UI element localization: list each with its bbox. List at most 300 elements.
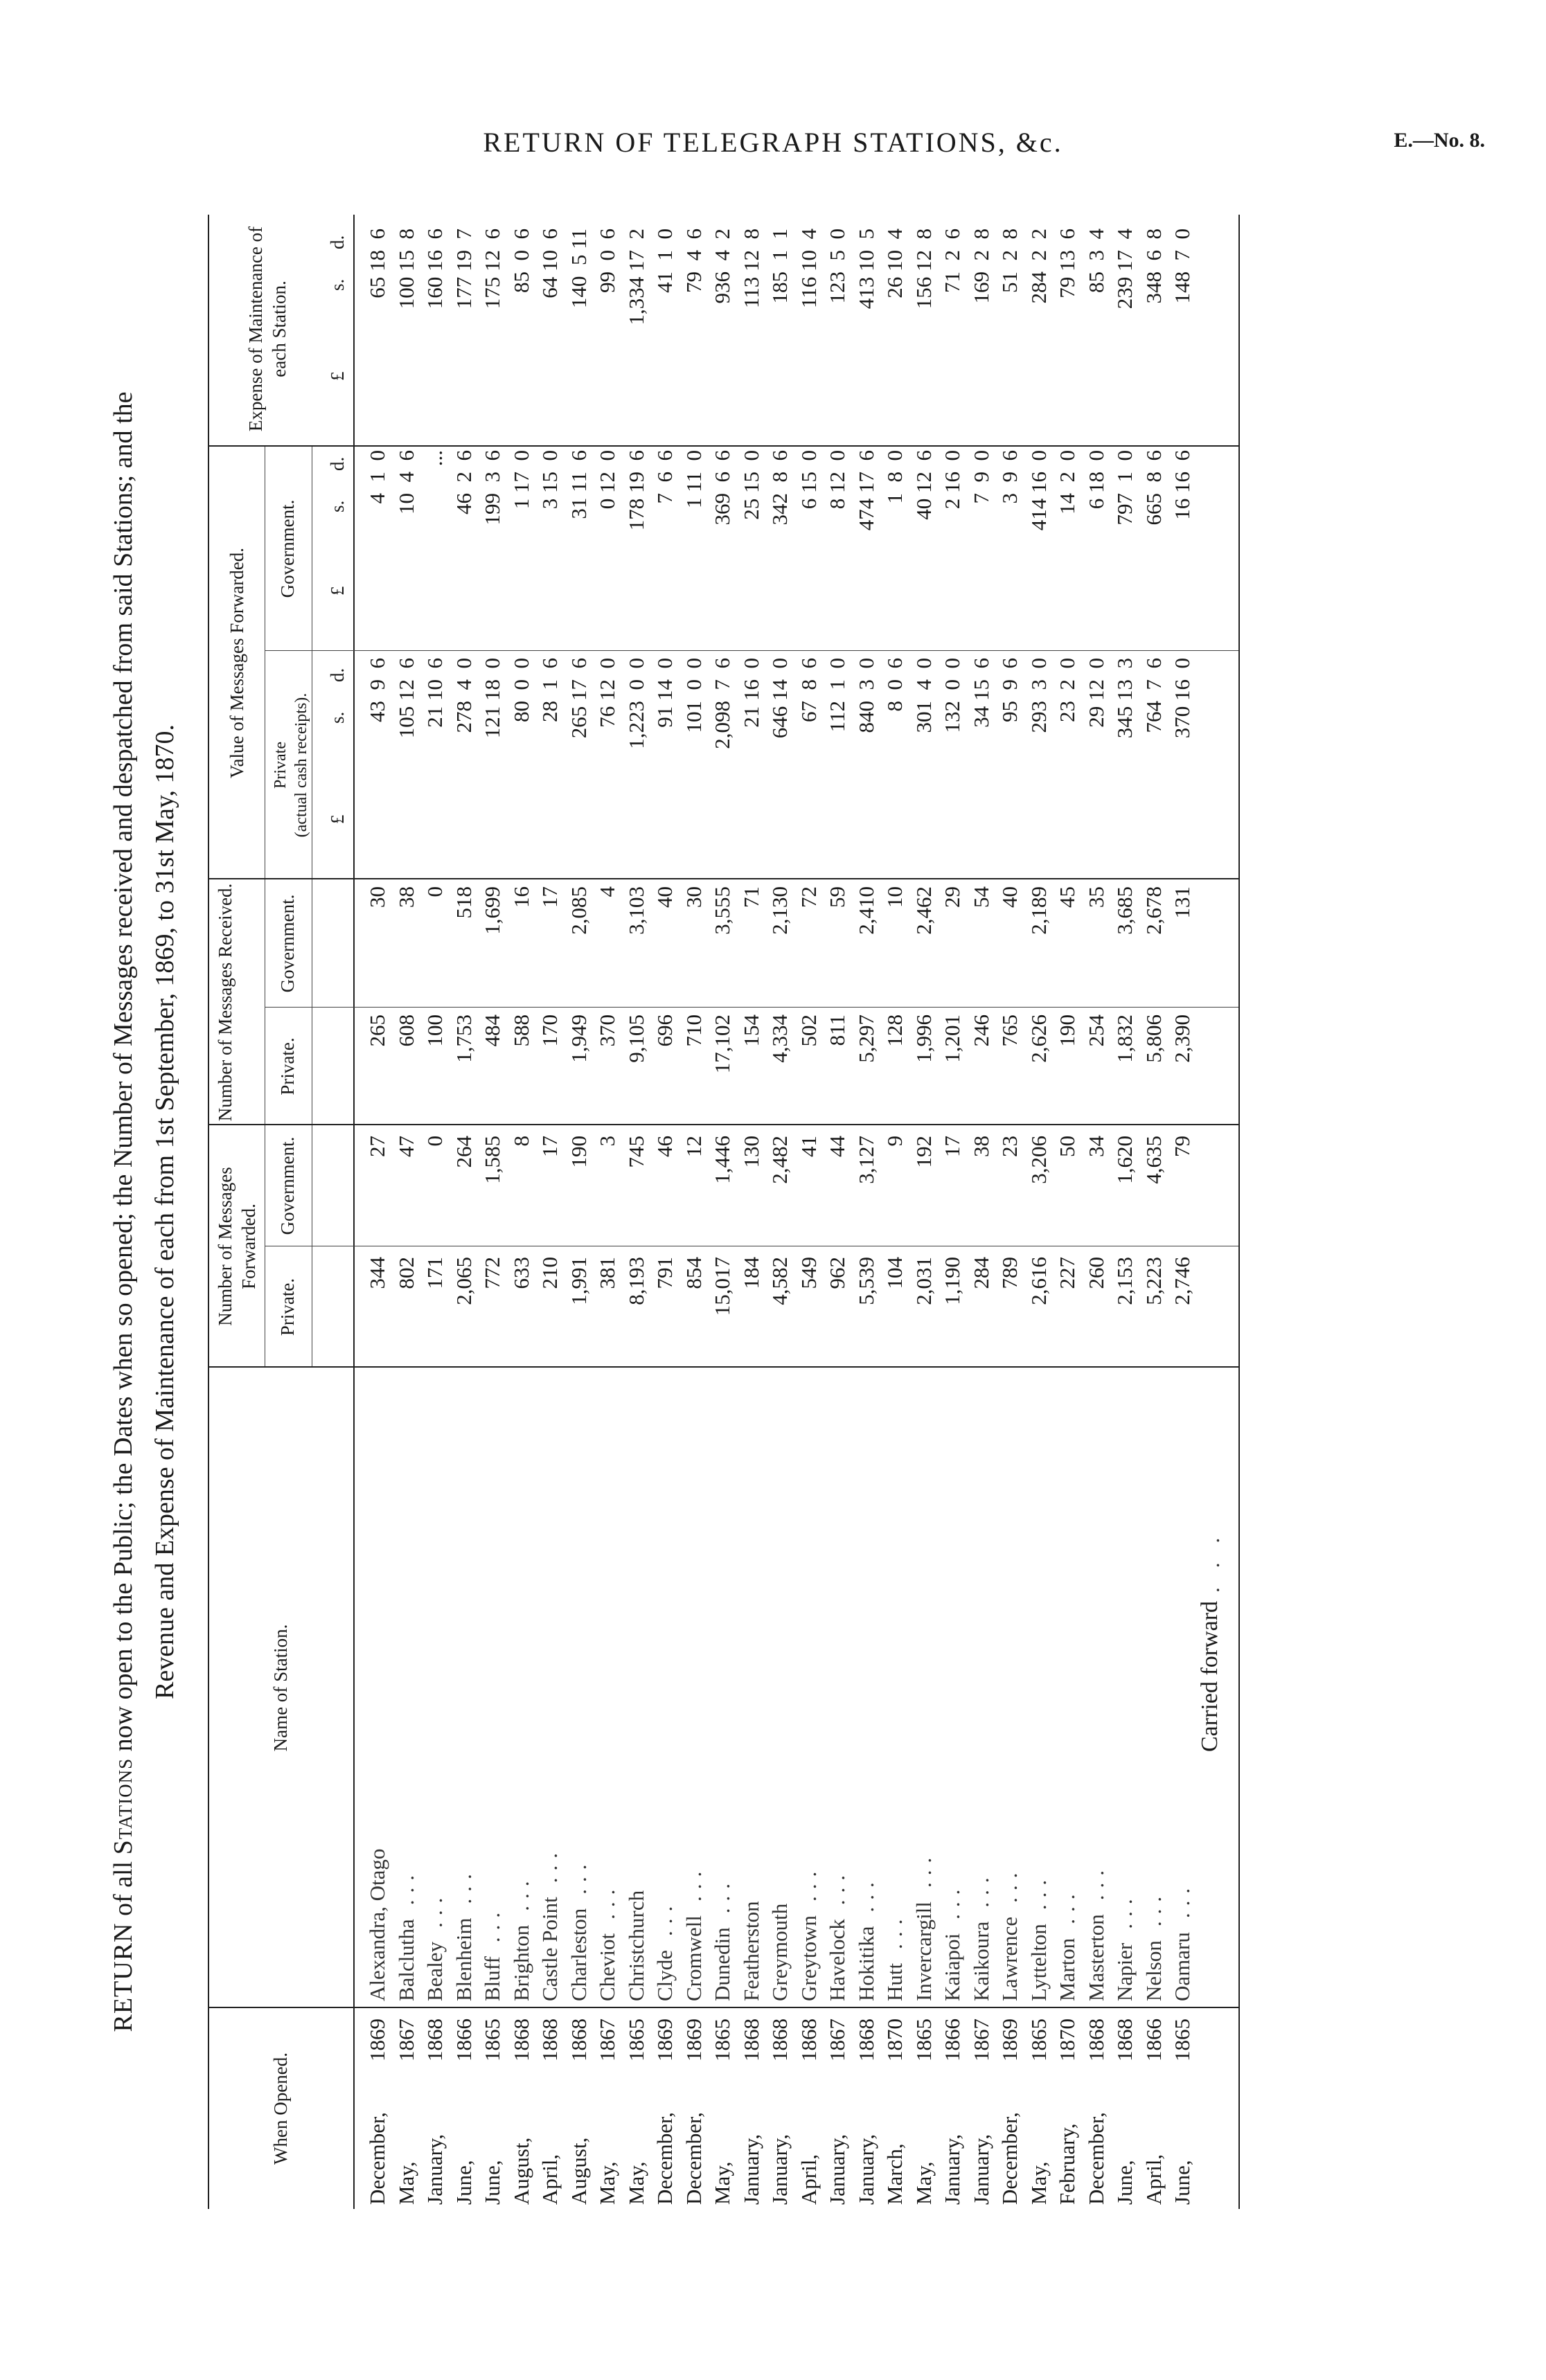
row-value-government: 6 18 0 <box>1083 450 1108 510</box>
row-year: 1865 <box>911 2019 936 2061</box>
table-row <box>909 215 938 2209</box>
table-row <box>1082 215 1110 2209</box>
row-month: December, <box>681 2112 706 2205</box>
row-value-private: 840 3 0 <box>853 658 878 733</box>
station-name-text: Lawrence <box>997 1916 1022 2001</box>
row-fwd-private: 4,582 <box>767 1257 792 1305</box>
row-year: 1869 <box>997 2019 1022 2061</box>
caption-lead: RETURN <box>109 1922 138 2032</box>
table-row <box>507 215 535 2209</box>
row-expense: 348 6 8 <box>1141 229 1166 304</box>
table-row <box>450 215 478 2209</box>
station-name-text: Greytown <box>796 1915 821 2001</box>
row-year: 1869 <box>652 2019 677 2061</box>
row-value-private: 29 12 0 <box>1083 658 1108 728</box>
row-month: August, <box>566 2137 591 2205</box>
station-name-text: Masterton <box>1083 1914 1108 2001</box>
row-fwd-government: 2,482 <box>767 1136 792 1184</box>
row-rcv-government: 40 <box>652 886 677 908</box>
table-bottom-rule <box>1238 215 1240 2209</box>
row-station-name <box>392 1613 420 2001</box>
row-value-private: 91 14 0 <box>652 658 677 728</box>
row-month: December, <box>997 2112 1022 2205</box>
table-row <box>420 215 449 2209</box>
row-value-private: 8 0 6 <box>882 658 907 712</box>
station-name-text: Brighton <box>508 1924 533 2001</box>
row-station-name <box>535 1613 564 2001</box>
row-value-private: 43 9 6 <box>365 658 389 722</box>
row-month: January, <box>968 2133 993 2205</box>
row-fwd-private: 8,193 <box>623 1257 648 1305</box>
row-value-private: 101 0 0 <box>681 658 706 733</box>
row-value-government: 797 1 0 <box>1112 450 1137 526</box>
row-rcv-government: 1,699 <box>480 886 504 935</box>
table-row <box>478 215 506 2209</box>
row-expense: 160 16 6 <box>423 229 447 310</box>
row-year: 1868 <box>767 2019 792 2061</box>
row-fwd-private: 260 <box>1083 1257 1108 1289</box>
row-station-name <box>1139 1613 1168 2001</box>
header-expense-group: Expense of Maintenance of each Station. <box>245 226 290 432</box>
row-rcv-government: 3,555 <box>710 886 734 935</box>
row-value-government: 46 2 6 <box>451 450 476 515</box>
row-rcv-private: 1,201 <box>940 1014 964 1063</box>
row-rcv-private: 5,806 <box>1141 1014 1166 1063</box>
leader-dots: ... <box>1083 1863 1108 1901</box>
row-value-government: 16 16 6 <box>1170 450 1194 520</box>
row-fwd-private: 1,991 <box>566 1257 591 1305</box>
row-rcv-government: 45 <box>1055 886 1079 908</box>
station-name-text: Greymouth <box>767 1903 792 2001</box>
leader-dots: ... <box>393 1868 418 1906</box>
row-fwd-government: 38 <box>968 1136 993 1157</box>
row-rcv-private: 4,334 <box>767 1014 792 1063</box>
row-year: 1868 <box>537 2019 562 2061</box>
row-value-government: 474 17 6 <box>853 450 878 531</box>
row-year: 1867 <box>393 2019 418 2061</box>
row-month: June, <box>1170 2160 1194 2205</box>
row-rcv-private: 17,102 <box>710 1014 734 1074</box>
row-rcv-private: 370 <box>595 1014 619 1047</box>
row-station-name <box>507 1613 535 2001</box>
header-value-group: Value of Messages Forwarded. <box>226 548 247 778</box>
header-fwd-private: Private. <box>277 1278 298 1336</box>
row-month: December, <box>1083 2112 1108 2205</box>
row-rcv-private: 9,105 <box>623 1014 648 1063</box>
table-row <box>880 215 909 2209</box>
station-name-text: Alexandra, Otago <box>365 1848 389 2001</box>
row-fwd-private: 284 <box>968 1257 993 1289</box>
row-year: 1869 <box>365 2019 389 2061</box>
row-fwd-private: 2,153 <box>1112 1257 1137 1305</box>
header-value-private-line1: Private <box>272 742 290 789</box>
row-rcv-government: 131 <box>1170 886 1194 919</box>
row-rcv-private: 254 <box>1083 1014 1108 1047</box>
header-when-opened: When Opened. <box>270 2052 291 2165</box>
table-row <box>737 215 765 2209</box>
row-fwd-government: 12 <box>681 1136 706 1157</box>
station-name-text: Hutt <box>882 1962 907 2001</box>
row-rcv-private: 154 <box>738 1014 763 1047</box>
row-year: 1865 <box>480 2019 504 2061</box>
row-fwd-government: 17 <box>940 1136 964 1157</box>
station-name-text: Clyde <box>652 1949 677 2001</box>
row-fwd-government: 23 <box>997 1136 1022 1157</box>
leader-dots: ... <box>423 1890 447 1928</box>
row-rcv-private: 1,996 <box>911 1014 936 1063</box>
row-expense: 169 2 8 <box>968 229 993 304</box>
row-fwd-government: 27 <box>365 1136 389 1157</box>
table-row <box>1053 215 1081 2209</box>
row-month: January, <box>423 2133 447 2205</box>
row-rcv-private: 1,832 <box>1112 1014 1137 1063</box>
station-name-text: Blenheim <box>451 1917 476 2001</box>
row-rcv-government: 54 <box>968 886 993 908</box>
row-year: 1866 <box>451 2019 476 2061</box>
row-rcv-government: 4 <box>595 886 619 897</box>
station-name-text: Castle Point <box>537 1897 562 2001</box>
row-expense: 79 4 6 <box>681 229 706 293</box>
header-value-government: Government. <box>277 499 298 598</box>
row-fwd-private: 184 <box>738 1257 763 1289</box>
row-fwd-private: 2,031 <box>911 1257 936 1305</box>
row-month: March, <box>882 2143 907 2205</box>
row-value-government: 665 8 6 <box>1141 450 1166 526</box>
row-value-government: 199 3 6 <box>480 450 504 526</box>
table-row <box>622 215 650 2209</box>
row-fwd-private: 789 <box>997 1257 1022 1289</box>
row-rcv-government: 0 <box>423 886 447 897</box>
table-row <box>1168 215 1196 2209</box>
station-name-text: Bealey <box>423 1941 447 2001</box>
row-value-government: 2 16 0 <box>940 450 964 510</box>
row-expense: 41 1 0 <box>652 229 677 293</box>
row-value-government: 14 2 0 <box>1055 450 1079 515</box>
row-expense: 116 10 4 <box>796 229 821 309</box>
unit-shillings-vg: s. <box>327 500 348 512</box>
row-fwd-government: 3,127 <box>853 1136 878 1184</box>
row-value-government: 3 15 0 <box>537 450 562 510</box>
row-month: May, <box>623 2161 648 2205</box>
row-station-name <box>420 1613 449 2001</box>
row-station-name <box>1024 1613 1053 2001</box>
row-rcv-private: 5,297 <box>853 1014 878 1063</box>
row-rcv-private: 811 <box>825 1014 849 1046</box>
row-value-private: 293 3 0 <box>1026 658 1051 733</box>
row-station-name <box>679 1613 708 2001</box>
table-row <box>392 215 420 2209</box>
row-fwd-private: 381 <box>595 1257 619 1289</box>
row-rcv-government: 38 <box>393 886 418 908</box>
row-year: 1868 <box>1083 2019 1108 2061</box>
unit-pounds-vg: £ <box>327 586 348 596</box>
row-rcv-private: 100 <box>423 1014 447 1047</box>
row-year: 1867 <box>595 2019 619 2061</box>
row-expense: 413 10 5 <box>853 229 878 310</box>
row-expense: 156 12 8 <box>911 229 936 310</box>
row-value-private: 28 1 6 <box>537 658 562 722</box>
row-fwd-private: 772 <box>480 1257 504 1289</box>
row-expense: 239 17 4 <box>1112 229 1137 310</box>
row-value-private: 265 17 6 <box>566 658 591 739</box>
row-value-private: 67 8 6 <box>796 658 821 722</box>
station-name-text: Invercargill <box>911 1901 936 2001</box>
table-row <box>852 215 880 2209</box>
row-rcv-government: 3,685 <box>1112 886 1137 935</box>
row-station-name <box>708 1613 736 2001</box>
station-name-text: Charleston <box>566 1908 591 2001</box>
row-value-government: 10 4 6 <box>393 450 418 515</box>
leader-dots: ... <box>882 1912 907 1949</box>
row-fwd-private: 802 <box>393 1257 418 1289</box>
row-expense: 51 2 8 <box>997 229 1022 293</box>
row-station-name <box>765 1613 794 2001</box>
row-value-private: 345 13 3 <box>1112 658 1137 739</box>
row-expense: 936 4 2 <box>710 229 734 304</box>
leader-dots: ... <box>853 1875 878 1913</box>
row-expense: 185 1 1 <box>767 229 792 304</box>
table-row <box>650 215 679 2209</box>
station-name-text: Bluff <box>480 1956 504 2001</box>
row-value-private: 121 18 0 <box>480 658 504 739</box>
caption-text-a: of all <box>109 1854 138 1923</box>
row-month: May, <box>595 2161 619 2205</box>
row-value-private: 112 1 0 <box>825 658 849 733</box>
row-fwd-government: 264 <box>451 1136 476 1168</box>
row-month: May, <box>393 2161 418 2205</box>
table-row <box>708 215 736 2209</box>
row-year: 1870 <box>1055 2019 1079 2061</box>
leader-dots: ... <box>796 1864 821 1902</box>
row-month: January, <box>738 2133 763 2205</box>
header-name-of-station: Name of Station. <box>270 1624 291 1752</box>
row-fwd-private: 15,017 <box>710 1257 734 1316</box>
row-rcv-private: 502 <box>796 1014 821 1047</box>
row-fwd-private: 5,539 <box>853 1257 878 1305</box>
row-fwd-government: 17 <box>537 1136 562 1157</box>
row-year: 1866 <box>940 2019 964 2061</box>
row-value-private: 1,223 0 0 <box>623 658 648 749</box>
row-value-private: 764 7 6 <box>1141 658 1166 733</box>
row-year: 1865 <box>710 2019 734 2061</box>
leader-dots: ... <box>940 1882 964 1920</box>
leader-dots: ... <box>997 1865 1022 1903</box>
row-value-private: 278 4 0 <box>451 658 476 733</box>
station-name-text: Lyttelton <box>1026 1924 1051 2001</box>
station-name-text: Cheviot <box>595 1933 619 2001</box>
row-value-government: 7 9 0 <box>968 450 993 504</box>
row-value-government: 178 19 6 <box>623 450 648 531</box>
row-fwd-private: 962 <box>825 1257 849 1289</box>
row-rcv-government: 35 <box>1083 886 1108 908</box>
row-fwd-private: 171 <box>423 1257 447 1289</box>
row-value-government: 3 9 6 <box>997 450 1022 504</box>
header-rcv-private: Private. <box>277 1037 298 1095</box>
leader-dots: ... <box>652 1899 677 1936</box>
row-fwd-private: 549 <box>796 1257 821 1289</box>
row-rcv-government: 30 <box>681 886 706 908</box>
station-name-text: Napier <box>1112 1942 1137 2001</box>
row-value-government: 8 12 0 <box>825 450 849 510</box>
leader-dots: ... <box>911 1850 936 1888</box>
row-rcv-private: 246 <box>968 1014 993 1047</box>
row-fwd-government: 46 <box>652 1136 677 1157</box>
row-value-government: 7 6 6 <box>652 450 677 504</box>
row-value-private: 76 12 0 <box>595 658 619 728</box>
leader-dots: ... <box>537 1846 562 1884</box>
row-fwd-private: 227 <box>1055 1257 1079 1289</box>
row-year: 1868 <box>853 2019 878 2061</box>
row-value-private: 95 9 6 <box>997 658 1022 722</box>
row-month: August, <box>508 2137 533 2205</box>
row-year: 1865 <box>1170 2019 1194 2061</box>
caption-line-1 <box>108 215 139 2209</box>
row-rcv-private: 190 <box>1055 1014 1079 1047</box>
row-station-name <box>938 1613 966 2001</box>
leader-dots: ... <box>1026 1872 1051 1911</box>
header-received-group: Number of Messages Received. <box>215 883 236 1122</box>
row-expense: 85 0 6 <box>508 229 533 293</box>
row-fwd-private: 210 <box>537 1257 562 1289</box>
header-value-private <box>270 651 312 879</box>
row-month: January, <box>825 2133 849 2205</box>
row-month: April, <box>537 2154 562 2205</box>
row-expense: 177 19 7 <box>451 229 476 310</box>
leader-dots: ... <box>968 1870 993 1908</box>
row-fwd-government: 50 <box>1055 1136 1079 1157</box>
row-month: June, <box>1112 2160 1137 2205</box>
row-rcv-private: 588 <box>508 1014 533 1047</box>
header-rcv-government: Government. <box>277 894 298 993</box>
table-row <box>535 215 564 2209</box>
station-name-text: Nelson <box>1141 1940 1166 2001</box>
row-value-government: 4 1 0 <box>365 450 389 504</box>
row-rcv-government: 72 <box>796 886 821 908</box>
row-month: June, <box>451 2160 476 2205</box>
row-value-private: 23 2 0 <box>1055 658 1079 722</box>
row-station-name <box>995 1613 1024 2001</box>
row-rcv-private: 2,626 <box>1026 1014 1051 1063</box>
row-year: 1869 <box>681 2019 706 2061</box>
row-value-government: 342 8 6 <box>767 450 792 526</box>
row-value-private: 301 4 0 <box>911 658 936 733</box>
row-expense: 113 12 8 <box>738 229 763 309</box>
row-month: May, <box>1026 2161 1051 2205</box>
station-name-text: Oamaru <box>1170 1932 1194 2001</box>
leader-dots: ... <box>681 1864 706 1902</box>
row-value-government: 1 11 0 <box>681 450 706 509</box>
row-value-government: ... <box>423 450 447 467</box>
row-rcv-private: 170 <box>537 1014 562 1047</box>
row-fwd-government: 1,585 <box>480 1136 504 1184</box>
row-station-name <box>650 1613 679 2001</box>
row-rcv-private: 608 <box>393 1014 418 1047</box>
unit-pence-ex: d. <box>327 235 348 249</box>
leader-dots: ... <box>825 1868 849 1906</box>
unit-pence-vp: d. <box>327 668 348 682</box>
page-title: RETURN OF TELEGRAPH STATIONS, &c. <box>483 127 1063 158</box>
row-fwd-private: 2,746 <box>1170 1257 1194 1305</box>
row-station-name <box>794 1613 823 2001</box>
leader-dots: ... <box>710 1876 734 1914</box>
row-rcv-government: 2,085 <box>566 886 591 935</box>
row-expense: 64 10 6 <box>537 229 562 298</box>
row-station-name <box>1082 1613 1110 2001</box>
row-expense: 85 3 4 <box>1083 229 1108 293</box>
row-rcv-government: 518 <box>451 886 476 919</box>
row-fwd-government: 1,620 <box>1112 1136 1137 1184</box>
row-fwd-government: 3,206 <box>1026 1136 1051 1184</box>
carried-forward-label: Carried forward <box>1197 1600 1223 1752</box>
row-expense: 175 12 6 <box>480 229 504 310</box>
row-month: June, <box>480 2160 504 2205</box>
station-name-text: Cromwell <box>681 1915 706 2001</box>
table-row <box>823 215 851 2209</box>
table-row <box>765 215 794 2209</box>
caption-stations-word: Stations <box>109 1757 138 1855</box>
row-rcv-government: 16 <box>508 886 533 908</box>
row-rcv-government: 71 <box>738 886 763 908</box>
row-value-private: 646 14 0 <box>767 658 792 739</box>
table-row <box>1024 215 1053 2209</box>
row-year: 1870 <box>882 2019 907 2061</box>
table-row <box>794 215 823 2209</box>
row-value-private: 2,098 7 6 <box>710 658 734 749</box>
row-rcv-government: 2,410 <box>853 886 878 935</box>
row-value-government: 31 11 6 <box>566 450 591 519</box>
row-value-private: 34 15 6 <box>968 658 993 728</box>
return-table-rotated <box>83 215 1261 2209</box>
row-month: January, <box>940 2133 964 2205</box>
header-fwd-government: Government. <box>277 1136 298 1235</box>
row-expense: 65 18 6 <box>365 229 389 298</box>
row-fwd-private: 5,223 <box>1141 1257 1166 1305</box>
row-value-private: 370 16 0 <box>1170 658 1194 739</box>
unit-pounds-vp: £ <box>327 814 348 824</box>
station-name-text: Christchurch <box>623 1890 648 2001</box>
row-station-name <box>737 1613 765 2001</box>
leader-dots: ... <box>480 1905 504 1943</box>
row-year: 1868 <box>508 2019 533 2061</box>
row-expense: 79 13 6 <box>1055 229 1079 298</box>
row-value-private: 80 0 0 <box>508 658 533 722</box>
leader-dots: ... <box>1170 1881 1194 1919</box>
row-year: 1868 <box>423 2019 447 2061</box>
row-station-name <box>363 1613 391 2001</box>
leader-dots: ... <box>595 1882 619 1920</box>
row-year: 1868 <box>1112 2019 1137 2061</box>
station-name-text: Kaikoura <box>968 1921 993 2001</box>
table-row <box>938 215 966 2209</box>
row-month: December, <box>365 2112 389 2205</box>
table-row <box>565 215 593 2209</box>
row-rcv-private: 265 <box>365 1014 389 1047</box>
row-expense: 284 2 2 <box>1026 229 1051 304</box>
row-rcv-government: 30 <box>365 886 389 908</box>
table-row <box>363 215 391 2209</box>
row-fwd-government: 3 <box>595 1136 619 1147</box>
row-rcv-government: 10 <box>882 886 907 908</box>
row-rcv-private: 128 <box>882 1014 907 1047</box>
row-fwd-government: 44 <box>825 1136 849 1157</box>
row-fwd-government: 9 <box>882 1136 907 1147</box>
row-expense: 148 7 0 <box>1170 229 1194 304</box>
row-value-government: 1 17 0 <box>508 450 533 510</box>
row-fwd-government: 1,446 <box>710 1136 734 1184</box>
row-value-government: 369 6 6 <box>710 450 734 526</box>
row-value-government: 40 12 6 <box>911 450 936 520</box>
row-rcv-private: 765 <box>997 1014 1022 1047</box>
